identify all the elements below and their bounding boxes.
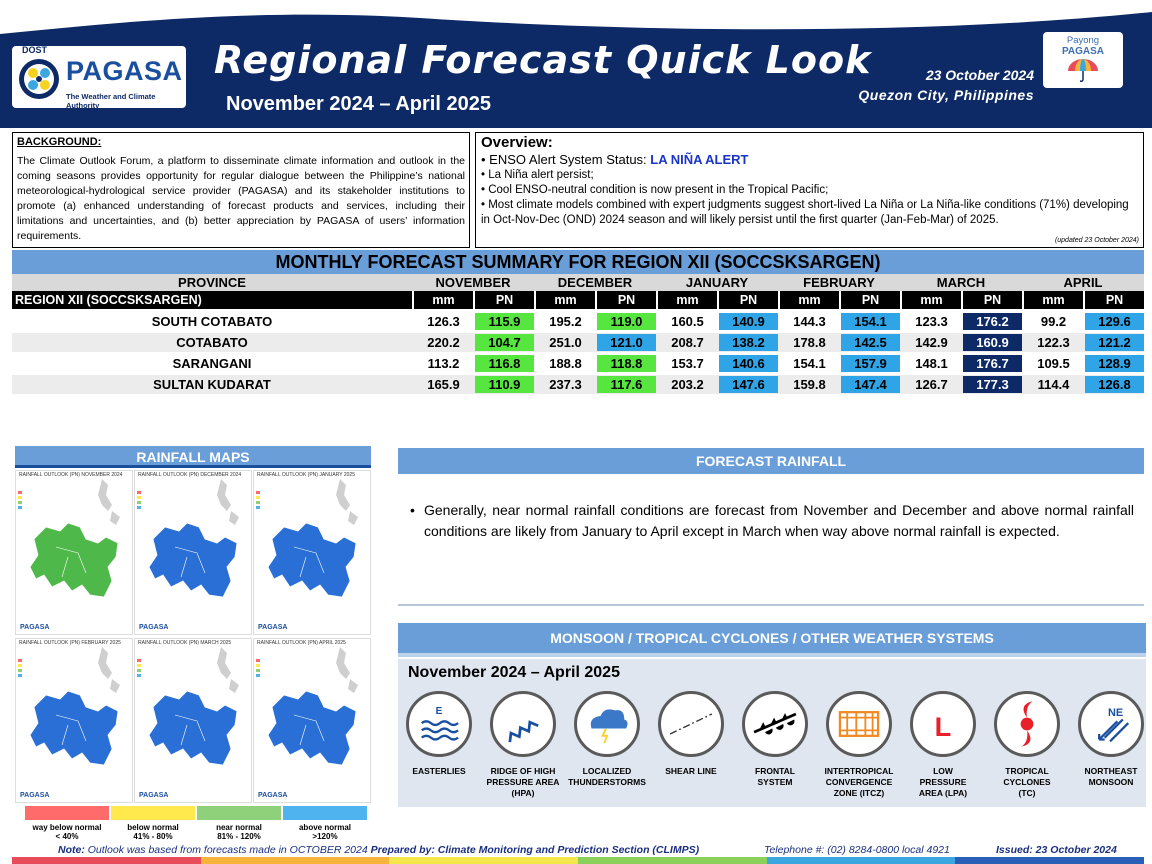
percent-normal-cell: 147.6 [719, 376, 778, 393]
svg-text:PAGASA: PAGASA [258, 792, 288, 799]
prepared-by: Prepared by: Climate Monitoring and Prediction Section (CLIMPS) [370, 844, 700, 856]
pn-header: PN [719, 291, 778, 309]
weather-system-label [986, 766, 1068, 799]
label-line: AREA (LPA) [918, 788, 968, 798]
pn-header: PN [963, 291, 1022, 309]
weather-system-label [566, 766, 648, 788]
pn-header: PN [597, 291, 656, 309]
footer [0, 842, 1152, 864]
percent-normal-cell: 121.0 [597, 334, 656, 351]
region-map-icon [135, 639, 253, 804]
label-line: (TC) [1018, 788, 1036, 798]
forecast-period: November 2024 – April 2025 [226, 93, 491, 115]
weather-system-item [566, 691, 648, 788]
rainfall-mm-cell: 99.2 [1040, 314, 1067, 329]
label-line: SHEAR LINE [665, 766, 717, 776]
legend-item [283, 806, 367, 844]
note-text: Outlook was based from forecasts made in OCTOBER 2024 [84, 844, 371, 856]
region-map-icon [135, 471, 253, 636]
svg-text:L: L [934, 710, 952, 742]
thunderstorm-icon [574, 691, 640, 757]
percent-normal-cell: 121.2 [1085, 334, 1144, 351]
pagasa-label: PAGASA [1061, 46, 1105, 57]
month-header-december: DECEMBER [557, 275, 633, 290]
rainfall-mm-cell: 178.8 [793, 335, 826, 350]
rainfall-mm-cell: 126.3 [427, 314, 460, 329]
province-name: SARANGANI [172, 356, 252, 371]
overview-line-2: • La Niña alert persist; [481, 169, 594, 181]
label-line: EASTERLIES [412, 766, 466, 776]
rainfall-mm-cell: 109.5 [1037, 356, 1070, 371]
map-caption: RAINFALL OUTLOOK (PN) APRIL 2025 [257, 640, 346, 646]
rainfall-mm-cell: 123.3 [915, 314, 948, 329]
legend-label: near normal [216, 823, 262, 832]
map-caption: RAINFALL OUTLOOK (PN) FEBRUARY 2025 [19, 640, 121, 646]
rainfall-mm-cell: 203.2 [671, 377, 704, 392]
map-caption: RAINFALL OUTLOOK (PN) NOVEMBER 2024 [19, 472, 123, 478]
label-line: FRONTAL [755, 766, 795, 776]
forecast-rainfall-text [410, 500, 1134, 542]
region-label: REGION XII (SOCCSKSARGEN) [12, 291, 412, 309]
forecast-rainfall-body: Generally, near normal rainfall conditions are forecast from November and December and above normal rainfall conditions are likely from January to April except in March when way above normal rainfall is expected. [424, 502, 1134, 539]
mm-header: mm [1024, 291, 1083, 309]
legend-item [111, 806, 195, 844]
month-header-january: JANUARY [685, 275, 749, 290]
section-divider [398, 604, 1144, 606]
percent-normal-cell: 118.8 [597, 355, 656, 372]
province-name: COTABATO [176, 335, 248, 350]
rainfall-mm-cell: 154.1 [793, 356, 826, 371]
background-box [12, 132, 470, 248]
table-subheader [12, 291, 1144, 309]
legend-label: way below normal [32, 823, 102, 832]
label-line: LOW [933, 766, 953, 776]
legend-item [25, 806, 109, 844]
pagasa-seal-icon [18, 58, 60, 100]
weather-system-item [986, 691, 1068, 799]
overview-updated: (updated 23 October 2024) [1054, 237, 1139, 244]
table-row [12, 375, 1144, 394]
frontal-system-icon [742, 691, 808, 757]
header-banner [0, 0, 1152, 128]
overview-line-4: • Most climate models combined with expert judgments suggest short-lived La Niña or La Niña-like conditions (71%) developing in Oct-Nov-Dec (OND) 2024 season and will likely persist until the first quarter (Jan-Feb-Mar) of 2025. [481, 199, 1129, 226]
map-caption: RAINFALL OUTLOOK (PN) JANUARY 2025 [257, 472, 355, 478]
legend-swatch [25, 806, 109, 820]
bullet-icon: • [410, 502, 415, 518]
province-header: PROVINCE [178, 275, 246, 290]
month-header-april: APRIL [1063, 275, 1103, 290]
table-title: MONTHLY FORECAST SUMMARY FOR REGION XII (SOCCSKSARGEN) [12, 250, 1144, 274]
rainfall-mm-cell: 144.3 [793, 314, 826, 329]
footer-color-bar [12, 857, 1144, 864]
label-line: PRESSURE AREA [486, 777, 560, 787]
mm-header: mm [536, 291, 595, 309]
pn-header: PN [1085, 291, 1144, 309]
note-label: Note: [58, 844, 85, 856]
region-map-icon [254, 639, 372, 804]
rainfall-mm-cell: 126.7 [915, 377, 948, 392]
svg-text:PAGASA: PAGASA [258, 624, 288, 631]
percent-normal-cell: 140.9 [719, 313, 778, 330]
rainfall-mm-cell: 142.9 [915, 335, 948, 350]
percent-normal-cell: 128.9 [1085, 355, 1144, 372]
svg-text:PAGASA: PAGASA [20, 624, 50, 631]
footer-color-segment [578, 857, 767, 864]
footer-color-segment [389, 857, 578, 864]
pn-header: PN [475, 291, 534, 309]
label-line: TROPICAL [1005, 766, 1049, 776]
payong-pagasa-logo [1043, 32, 1123, 88]
svg-text:E: E [435, 706, 443, 717]
legend-swatch [111, 806, 195, 820]
weather-system-label [734, 766, 816, 788]
enso-prefix: • ENSO Alert System Status: [481, 152, 651, 167]
percent-normal-cell: 126.8 [1085, 376, 1144, 393]
weather-system-label [650, 766, 732, 777]
pagasa-logo [12, 46, 186, 108]
rainfall-map [253, 470, 371, 635]
weather-system-label [818, 766, 900, 799]
legend-label: above normal [298, 823, 351, 832]
mm-header: mm [902, 291, 961, 309]
mm-header: mm [414, 291, 473, 309]
percent-normal-cell: 160.9 [963, 334, 1022, 351]
label-line: RIDGE OF HIGH [490, 766, 556, 776]
weather-systems-period: November 2024 – April 2025 [408, 664, 620, 681]
northeast-monsoon-icon [1078, 691, 1144, 757]
label-line: NORTHEAST [1084, 766, 1138, 776]
percent-normal-cell: 117.6 [597, 376, 656, 393]
label-line: SYSTEM [757, 777, 793, 787]
percent-normal-cell: 176.7 [963, 355, 1022, 372]
footer-note [58, 844, 699, 856]
province-name: SOUTH COTABATO [151, 314, 273, 329]
low-pressure-icon [910, 691, 976, 757]
legend-range: < 40% [55, 832, 79, 841]
percent-normal-cell: 119.0 [597, 313, 656, 330]
region-map-icon [16, 471, 134, 636]
issue-date: 23 October 2024 [925, 67, 1034, 83]
overview-line-3: • Cool ENSO-neutral condition is now present in the Tropical Pacific; [481, 184, 829, 196]
label-line: CYCLONES [1003, 777, 1051, 787]
month-header-february: FEBRUARY [803, 275, 875, 290]
payong-label: Payong [1066, 35, 1100, 46]
percent-normal-cell: 157.9 [841, 355, 900, 372]
legend-label: below normal [127, 823, 179, 832]
background-text: The Climate Outlook Forum, a platform to disseminate climate information and outlook in the coming seasons provides opportunity for regular dialogue between the Philippine’s national meteorological-hydrological service provider (PAGASA) and its stakeholder institutions to promote (a) enhanced understanding of forecast products and services, including their limitations and uncertainties, and (b) better appreciation by PAGASA of users’ information requirements. [17, 155, 465, 242]
itcz-icon [826, 691, 892, 757]
logo-name: PAGASA [66, 56, 183, 86]
rainfall-maps-grid [15, 470, 371, 804]
percent-normal-cell: 176.2 [963, 313, 1022, 330]
rainfall-map [15, 638, 133, 803]
easterlies-icon [406, 691, 472, 757]
rainfall-mm-cell: 220.2 [427, 335, 460, 350]
table-month-header [12, 274, 1144, 291]
weather-system-label [1070, 766, 1152, 788]
footer-color-segment [955, 857, 1144, 864]
percent-normal-cell: 104.7 [475, 334, 534, 351]
rainfall-map [134, 470, 252, 635]
month-header-november: NOVEMBER [435, 275, 511, 290]
rainfall-maps-title: RAINFALL MAPS [15, 446, 371, 468]
header-wave [0, 0, 1152, 40]
table-row [12, 333, 1144, 352]
percent-normal-cell: 110.9 [475, 376, 534, 393]
label-line: (HPA) [511, 788, 535, 798]
label-line: CONVERGENCE [825, 777, 893, 787]
tropical-cyclone-icon [994, 691, 1060, 757]
region-map-icon [16, 639, 134, 804]
weather-system-label [482, 766, 564, 799]
weather-system-item [734, 691, 816, 788]
percent-normal-cell: 116.8 [475, 355, 534, 372]
weather-system-item [818, 691, 900, 799]
weather-system-label [902, 766, 984, 799]
pn-header: PN [841, 291, 900, 309]
weather-system-item [1070, 691, 1152, 788]
footer-color-segment [201, 857, 390, 864]
weather-system-item [398, 691, 480, 777]
mm-header: mm [780, 291, 839, 309]
province-name: SULTAN KUDARAT [153, 377, 271, 392]
weather-system-item [650, 691, 732, 777]
background-title: BACKGROUND: [17, 136, 102, 148]
label-line: LOCALIZED [582, 766, 632, 776]
rainfall-mm-cell: 114.4 [1037, 377, 1070, 392]
legend-swatch [197, 806, 281, 820]
logo-tagline: The Weather and Climate Authority [66, 92, 156, 110]
map-caption: RAINFALL OUTLOOK (PN) MARCH 2025 [138, 640, 232, 646]
weather-system-item [902, 691, 984, 799]
legend-swatch [283, 806, 367, 820]
table-row [12, 312, 1144, 331]
weather-system-item [482, 691, 564, 799]
weather-system-label [398, 766, 480, 777]
map-caption: RAINFALL OUTLOOK (PN) DECEMBER 2024 [138, 472, 242, 478]
svg-text:PAGASA: PAGASA [139, 792, 169, 799]
legend-range: 41% - 80% [133, 832, 173, 841]
rainfall-mm-cell: 165.9 [427, 377, 460, 392]
rainfall-mm-cell: 251.0 [549, 335, 582, 350]
percent-normal-cell: 138.2 [719, 334, 778, 351]
rainfall-mm-cell: 113.2 [427, 356, 460, 371]
forecast-rainfall-title: FORECAST RAINFALL [398, 448, 1144, 474]
percent-normal-cell: 140.6 [719, 355, 778, 372]
label-line: PRESSURE [919, 777, 967, 787]
overview-title: Overview: [481, 134, 553, 151]
svg-text:NE: NE [1107, 706, 1124, 719]
overview-box [475, 132, 1144, 248]
percent-normal-cell: 177.3 [963, 376, 1022, 393]
rainfall-map [253, 638, 371, 803]
percent-normal-cell: 129.6 [1085, 313, 1144, 330]
weather-systems-panel [398, 659, 1146, 807]
shear-line-icon [658, 691, 724, 757]
ridge-icon [490, 691, 556, 757]
region-map-icon [254, 471, 372, 636]
label-line: MONSOON [1088, 777, 1134, 787]
percent-normal-cell: 154.1 [841, 313, 900, 330]
rainfall-map [134, 638, 252, 803]
rainfall-mm-cell: 195.2 [549, 314, 582, 329]
percent-normal-cell: 147.4 [841, 376, 900, 393]
footer-telephone: Telephone #: (02) 8284-0800 local 4921 [764, 844, 950, 856]
monsoon-title: MONSOON / TROPICAL CYCLONES / OTHER WEATHER SYSTEMS [398, 623, 1146, 657]
rainfall-legend [15, 806, 371, 844]
rainfall-mm-cell: 159.8 [793, 377, 826, 392]
label-line: THUNDERSTORMS [568, 777, 646, 787]
table-row [12, 354, 1144, 373]
page-title: Regional Forecast Quick Look [214, 38, 872, 82]
percent-normal-cell: 142.5 [841, 334, 900, 351]
svg-text:PAGASA: PAGASA [20, 792, 50, 799]
enso-status: LA NIÑA ALERT [650, 152, 749, 167]
logo-dost: DOST [22, 45, 48, 55]
label-line: INTERTROPICAL [824, 766, 894, 776]
rainfall-mm-cell: 153.7 [671, 356, 704, 371]
rainfall-mm-cell: 237.3 [549, 377, 582, 392]
month-header-march: MARCH [936, 275, 986, 290]
footer-color-segment [767, 857, 956, 864]
label-line: ZONE (ITCZ) [833, 788, 885, 798]
legend-range: >120% [312, 832, 338, 841]
legend-item [197, 806, 281, 844]
mm-header: mm [658, 291, 717, 309]
enso-status-line [481, 151, 1138, 168]
umbrella-icon [1066, 57, 1100, 83]
svg-text:PAGASA: PAGASA [139, 624, 169, 631]
rainfall-mm-cell: 160.5 [671, 314, 704, 329]
percent-normal-cell: 115.9 [475, 313, 534, 330]
issue-place: Quezon City, Philippines [858, 87, 1034, 103]
legend-range: 81% - 120% [217, 832, 261, 841]
rainfall-mm-cell: 122.3 [1037, 335, 1070, 350]
footer-issued: Issued: 23 October 2024 [996, 844, 1117, 856]
rainfall-mm-cell: 208.7 [671, 335, 704, 350]
rainfall-mm-cell: 148.1 [915, 356, 948, 371]
rainfall-map [15, 470, 133, 635]
rainfall-mm-cell: 188.8 [549, 356, 582, 371]
footer-color-segment [12, 857, 201, 864]
